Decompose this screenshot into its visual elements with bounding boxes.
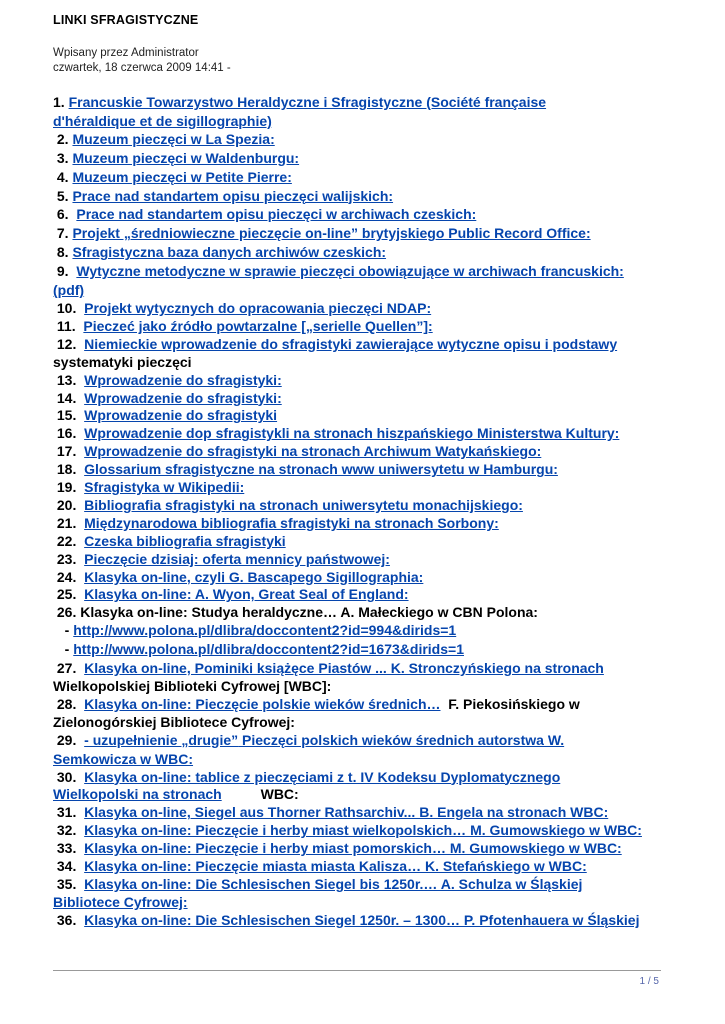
list-line (53, 912, 693, 930)
list-link[interactable]: Projekt „średniowieczne pieczęcie on-line” brytyjskiego Public Record Office: (72, 225, 591, 242)
list-text: 19. (53, 479, 85, 496)
list-link[interactable]: Sfragistyka w Wikipedii: (84, 479, 245, 496)
author-line: Wpisany przez Administrator (53, 47, 199, 59)
list-line (53, 714, 693, 732)
list-line (53, 822, 693, 840)
list-text: 28. (53, 695, 85, 712)
list-link[interactable]: Klasyka on-line: Die Schlesischen Siegel bis 1250r.… A. Schulza w Śląskiej (84, 875, 583, 892)
list-text: 36. (53, 911, 85, 928)
list-text: 16. (53, 425, 85, 442)
list-link[interactable]: (pdf) (53, 282, 85, 299)
list-line (53, 569, 693, 587)
list-line (53, 751, 693, 769)
list-link[interactable]: Projekt wytycznych do opracowania pieczęci NDAP: (84, 299, 432, 316)
footer-divider (53, 970, 661, 971)
list-link[interactable]: - uzupełnienie „drugie” (84, 731, 239, 748)
list-text: 23. (53, 550, 85, 567)
list-text: 11. (53, 317, 84, 334)
list-link[interactable]: Sfragistyczna baza danych archiwów czeskich: (72, 244, 387, 261)
list-link[interactable]: Wprowadzenie do sfragistyki (84, 407, 278, 424)
list-text: 22. (53, 532, 85, 549)
list-line (53, 533, 693, 551)
list-line (53, 840, 693, 858)
list-link[interactable]: Wprowadzenie do sfragistyki: (84, 389, 282, 406)
list-link[interactable]: Klasyka on-line: Pieczęcie i herby miast wielkopolskich… M. Gumowskiego w WBC: (84, 822, 642, 839)
list-text: 33. (53, 840, 85, 857)
list-link[interactable]: Bibliotece Cyfrowej: (53, 893, 188, 910)
list-text: Zielonogórskiej Bibliotece Cyfrowej: (53, 713, 295, 730)
list-link[interactable]: d'héraldique et de sigillographie) (53, 112, 272, 129)
list-text: - (60, 641, 74, 658)
list-text: 18. (53, 461, 85, 478)
list-text: 2. (53, 130, 69, 147)
list-link[interactable]: Międzynarodowa bibliografia sfragistyki na stronach Sorbony: (84, 514, 499, 531)
list-link[interactable]: http://www.polona.pl/dlibra/doccontent2?id=994&dirids=1 (73, 622, 457, 639)
list-link[interactable]: Klasyka on-line, czyli G. Bascapego Sigillographia: (84, 568, 424, 585)
list-line (53, 300, 693, 318)
list-line (53, 131, 693, 150)
list-line (53, 858, 693, 876)
page-number: 1 / 5 (639, 976, 659, 987)
list-line (53, 894, 693, 912)
list-line (53, 786, 693, 804)
list-text: 1. (53, 94, 65, 110)
list-link[interactable]: Muzeum pieczęci w La Spezia: (72, 130, 275, 147)
list-line (53, 769, 693, 787)
list-line (53, 696, 693, 714)
list-line (53, 443, 693, 461)
list-text: 24. (53, 568, 85, 585)
list-line (53, 804, 693, 822)
list-line (53, 150, 693, 169)
date-line: czwartek, 18 czerwca 2009 14:41 - (53, 62, 231, 74)
list-text: 12. (53, 335, 85, 352)
list-text: 14. (53, 389, 85, 406)
list-line (53, 586, 693, 604)
list-link[interactable]: Wprowadzenie do sfragistyki: (84, 371, 282, 388)
list-line (53, 244, 693, 263)
list-link[interactable]: http://www.polona.pl/dlibra/doccontent2?id=1673&dirids=1 (73, 641, 464, 658)
list-line (53, 169, 693, 188)
list-link[interactable]: Francuskie Towarzystwo Heraldyczne i Sfragistyczne (Société française (68, 94, 547, 110)
list-link[interactable]: Pieczeć jako źródło powtarzalne [„serielle Quellen”]: (83, 317, 433, 334)
list-line (53, 206, 693, 225)
list-line (53, 515, 693, 533)
list-link[interactable]: Wielkopolski na stronach (53, 786, 222, 803)
list-line (53, 479, 693, 497)
list-line (53, 225, 693, 244)
list-text: F. Piekosińskiego w (440, 695, 580, 712)
list-link[interactable]: Glossarium sfragistyczne na stronach www uniwersytetu w Hamburgu: (84, 461, 558, 478)
list-line (53, 390, 693, 408)
list-text: systematyki pieczęci (53, 353, 192, 370)
list-text: 6. (53, 206, 73, 223)
list-text: 7. (53, 225, 69, 242)
list-text: - (60, 622, 74, 639)
list-link[interactable]: Klasyka on-line, Pominiki książęce Piastów ... K. Stronczyńskiego na stronach (84, 660, 604, 677)
list-line (53, 660, 693, 678)
list-line (53, 641, 693, 660)
list-text: 8. (53, 244, 69, 261)
list-link[interactable]: Semkowicza w WBC: (53, 750, 194, 767)
list-link[interactable]: Muzeum pieczęci w Petite Pierre: (72, 168, 292, 185)
list-line (53, 551, 693, 569)
list-link[interactable]: Bibliografia sfragistyki na stronach uniwersytetu monachijskiego: (84, 496, 523, 513)
list-line (53, 94, 693, 113)
list-text: 3. (53, 149, 69, 166)
list-line (53, 263, 693, 282)
list-text: 26. Klasyka on-line: Studya heraldyczne… A. Małeckiego w CBN Polona: (53, 604, 538, 621)
list-link[interactable]: Klasyka on-line: Pieczęcie polskie wieków średnich… (84, 695, 441, 712)
list-link[interactable]: Wprowadzenie dop sfragistykli na stronach hiszpańskiego Ministerstwa Kultury: (84, 425, 620, 442)
list-text: 25. (53, 586, 85, 603)
list-link[interactable]: Muzeum pieczęci w Waldenburgu: (72, 149, 300, 166)
list-link[interactable]: Niemieckie wprowadzenie do sfragistyki zawierające wytyczne opisu i podstawy (84, 335, 618, 352)
list-text: 15. (53, 407, 85, 424)
list-text: 34. (53, 858, 85, 875)
list-link[interactable]: Klasyka on-line: A. Wyon, Great Seal of England: (84, 586, 409, 603)
list-line (53, 372, 693, 390)
list-text: WBC: (221, 786, 299, 803)
list-text: 27. (53, 660, 85, 677)
list-link[interactable]: Klasyka on-line: Pieczęcie miasta miasta Kalisza… K. Stefańskiego w WBC: (84, 858, 587, 875)
link-list (53, 94, 693, 930)
list-text: 17. (53, 443, 85, 460)
list-link[interactable]: Klasyka on-line: Die Schlesischen Siegel 1250r. – 1300… P. Pfotenhauera w Śląskiej (84, 911, 640, 928)
list-line (53, 876, 693, 894)
list-link[interactable]: Prace nad standartem opisu pieczęci walijskich: (72, 187, 394, 204)
list-line (53, 113, 693, 131)
list-line (53, 188, 693, 207)
list-line (53, 622, 693, 641)
list-link[interactable]: Prace nad standartem opisu pieczęci w archiwach czeskich: (76, 206, 477, 223)
list-line (53, 354, 693, 372)
list-text: 31. (53, 804, 85, 821)
list-line (53, 604, 693, 622)
page-title: LINKI SFRAGISTYCZNE (53, 13, 199, 27)
list-line (53, 318, 693, 336)
article-meta (53, 46, 231, 76)
list-text: 30. (53, 768, 85, 785)
list-text: 5. (53, 187, 69, 204)
list-line (53, 678, 693, 696)
list-text: 35. (53, 875, 85, 892)
list-text: Wielkopolskiej Biblioteki Cyfrowej [WBC]: (53, 678, 332, 694)
list-line (53, 425, 693, 443)
list-text: 21. (53, 514, 85, 531)
list-text: 10. (53, 299, 85, 316)
list-text: 32. (53, 822, 85, 839)
list-text: 29. (53, 731, 85, 748)
list-line (53, 407, 693, 425)
list-link[interactable]: Pieczęcie dzisiaj: oferta mennicy państwowej: (84, 550, 390, 567)
list-link[interactable]: Klasyka on-line: Pieczęcie i herby miast pomorskich… M. Gumowskiego w WBC: (84, 840, 622, 857)
list-line (53, 336, 693, 354)
list-text: 9. (53, 263, 77, 280)
list-line (53, 732, 693, 751)
list-line (53, 282, 693, 300)
list-link[interactable]: Czeska bibliografia sfragistyki (84, 532, 286, 549)
list-link[interactable]: Klasyka on-line, Siegel aus Thorner Rathsarchiv... B. Engela na stronach WBC: (84, 804, 609, 821)
list-text: 13. (53, 371, 85, 388)
list-line (53, 461, 693, 479)
list-link[interactable]: Wprowadzenie do sfragistyki na stronach Archiwum Watykańskiego: (84, 443, 542, 460)
list-link[interactable]: Klasyka on-line: tablice z pieczęciami z t. IV Kodeksu Dyplomatycznego (84, 768, 561, 785)
list-line (53, 497, 693, 515)
list-text: 20. (53, 496, 85, 513)
list-text: 4. (53, 168, 69, 185)
list-link[interactable]: Wytyczne metodyczne w sprawie pieczęci obowiązujące w archiwach francuskich: (76, 263, 624, 280)
list-link[interactable]: Pieczęci polskich wieków średnich autorstwa W. (238, 731, 565, 748)
